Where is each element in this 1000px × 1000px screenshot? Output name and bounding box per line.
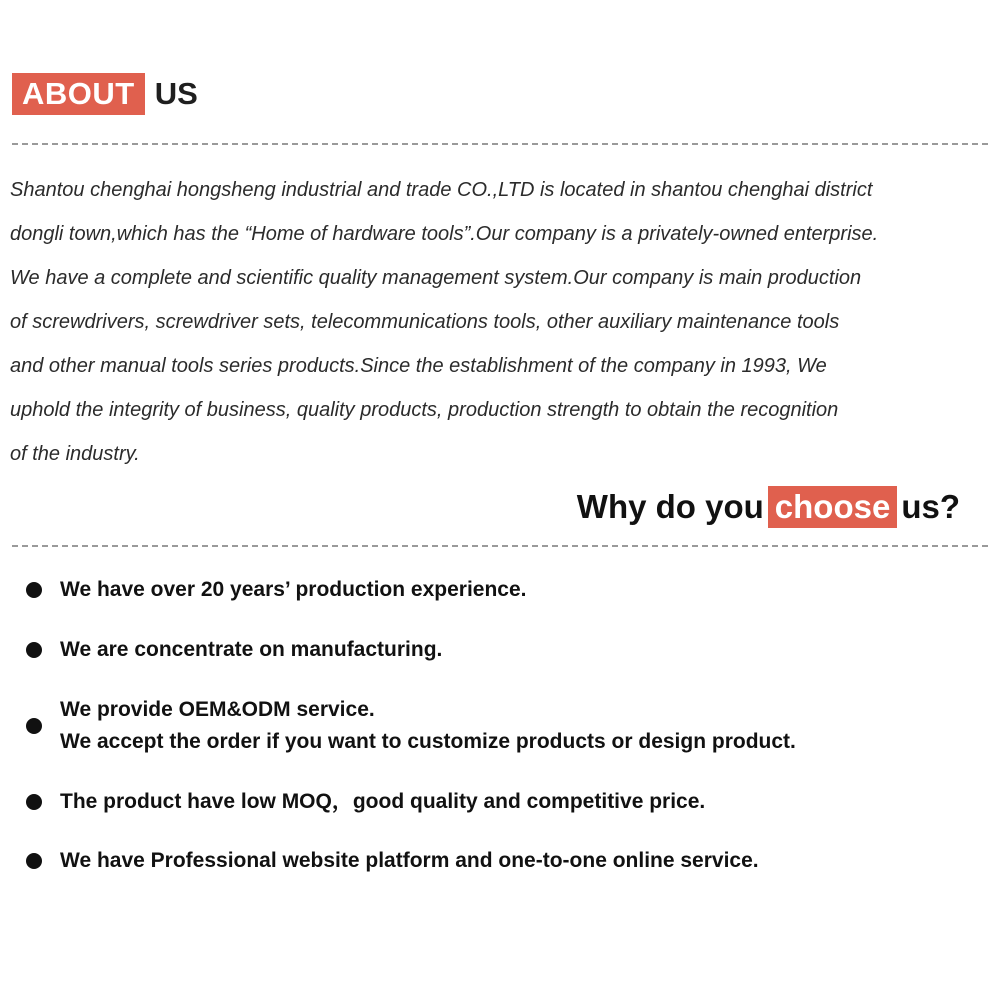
about-heading-rest: US bbox=[154, 76, 198, 111]
intro-line: dongli town,which has the “Home of hardware tools”.Our company is a privately-owned enterprise. bbox=[10, 223, 879, 245]
intro-line: of screwdrivers, screwdriver sets, telecommunications tools, other auxiliary maintenance tools bbox=[10, 311, 840, 333]
reason-text bbox=[60, 845, 759, 877]
reason-line: We are concentrate on manufacturing. bbox=[60, 638, 443, 661]
bullet-icon bbox=[26, 718, 42, 734]
reason-line: The product have low MOQ，good quality and competitive price. bbox=[60, 790, 706, 813]
bullet-icon bbox=[26, 582, 42, 598]
why-choose-us-heading bbox=[577, 486, 960, 528]
why-heading-before: Why do you bbox=[576, 488, 764, 525]
divider-middle bbox=[12, 545, 988, 547]
intro-line: Shantou chenghai hongsheng industrial and trade CO.,LTD is located in shantou chenghai district bbox=[10, 179, 873, 201]
intro-line: and other manual tools series products.Since the establishment of the company in 1993, We bbox=[10, 355, 827, 377]
list-item bbox=[26, 574, 527, 606]
intro-line: of the industry. bbox=[10, 443, 140, 465]
why-heading-after: us? bbox=[901, 488, 960, 525]
bullet-icon bbox=[26, 853, 42, 869]
divider-top bbox=[12, 143, 988, 145]
list-item bbox=[26, 634, 442, 666]
why-heading-highlight: choose bbox=[768, 486, 898, 528]
intro-line: uphold the integrity of business, quality products, production strength to obtain the recognition bbox=[10, 399, 839, 421]
reason-text bbox=[60, 574, 527, 606]
intro-line: We have a complete and scientific quality management system.Our company is main production bbox=[10, 267, 862, 289]
bullet-icon bbox=[26, 794, 42, 810]
reason-text bbox=[60, 694, 796, 758]
list-item bbox=[26, 786, 705, 818]
reason-line: We have Professional website platform and one-to-one online service. bbox=[60, 849, 759, 872]
about-us-heading bbox=[12, 73, 198, 115]
reason-line: We have over 20 years’ production experience. bbox=[60, 578, 527, 601]
reason-text bbox=[60, 634, 442, 666]
reason-line: We provide OEM&ODM service. bbox=[60, 698, 375, 721]
about-heading-highlight: ABOUT bbox=[12, 73, 145, 115]
list-item bbox=[26, 845, 759, 877]
company-intro-paragraph bbox=[10, 168, 995, 476]
reason-text bbox=[60, 786, 705, 818]
list-item bbox=[26, 694, 796, 758]
reason-line: We accept the order if you want to customize products or design product. bbox=[60, 730, 796, 753]
bullet-icon bbox=[26, 642, 42, 658]
